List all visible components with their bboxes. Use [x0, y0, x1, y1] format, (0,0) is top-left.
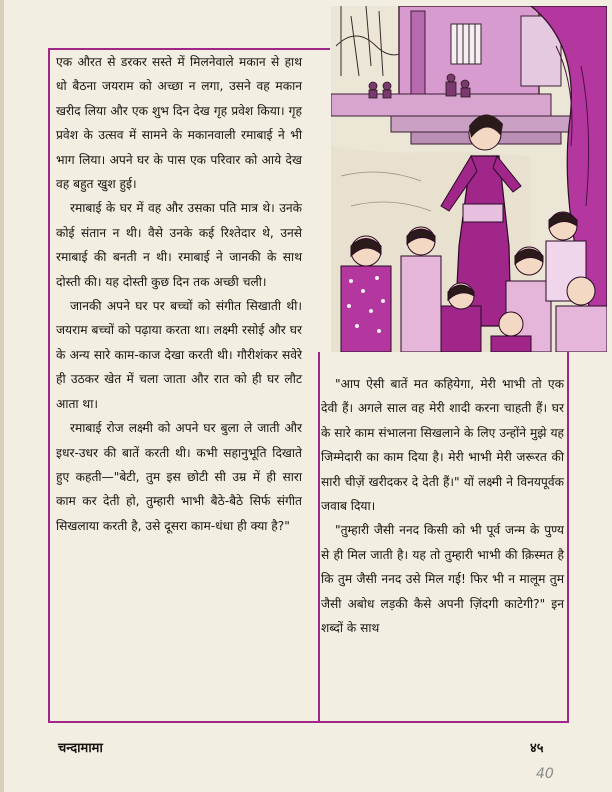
pencil-mark: 40	[536, 766, 554, 782]
paragraph: "आप ऐसी बातें मत कहियेगा, मेरी भाभी तो एक देवी हैं। अगले साल वह मेरी शादी करना चाहती हैं। घर के सारे काम संभालना सिखलाने के लिए उन्होंने मुझे यह जिम्मेदारी का काम दिया है। मेरी भाभी मेरी जरूरत की सारी चीज़ें खरीदकर दे देती हैं।" यों लक्ष्मी ने विनयपूर्वक जवाब दिया।	[321, 377, 564, 514]
center-divider-rule	[318, 352, 320, 722]
magazine-name: चन्दामामा	[58, 741, 103, 756]
right-column	[321, 372, 564, 640]
bottom-rule	[48, 721, 569, 723]
paragraph: रमाबाई के घर में वह और उसका पति मात्र थे। उनके कोई संतान न थी। वैसे उनके कई रिश्तेदार थे, उनसे रमाबाई की बनती न थी। रमाबाई ने जानकी के साथ दोस्ती की। यह दोस्ती कुछ दिन तक अच्छी चली।	[56, 201, 302, 289]
left-column	[56, 50, 302, 538]
right-column-right-rule	[567, 352, 569, 722]
paragraph: जानकी अपने घर पर बच्चों को संगीत सिखाती थी। जयराम बच्चों को पढ़ाया करता था। लक्ष्मी रसोई और घर के अन्य सारे काम-काज देखा करती थी। गौरीशंकर सवेरे ही उठकर खेत में चला जाता और रात को ही घर लौट आता था।	[56, 299, 302, 411]
story-illustration	[331, 6, 607, 352]
paragraph: एक औरत से डरकर सस्ते में मिलनेवाले मकान से हाथ धो बैठना जयराम को अच्छा न लगा, उसने वह मकान खरीद लिया और एक शुभ दिन देख गृह प्रवेश किया। गृह प्रवेश के उत्सव में सामने के मकानवाली रमाबाई ने भी भाग लिया। अपने घर के पास एक परिवार को आये देख वह बहुत खुश हुई।	[56, 55, 302, 192]
village-scene-illustration	[331, 6, 607, 352]
page-number: ४५	[530, 741, 544, 756]
paragraph: रमाबाई रोज लक्ष्मी को अपने घर बुला ले जाती और इधर-उधर की बातें करती थी। कभी सहानुभूति दिखाते हुए कहती—"बेटी, तुम इस छोटी सी उम्र में ही सारा काम कर देती हो, तुम्हारी भाभी बैठे-बैठे सिर्फ संगीत सिखलाया करती है, उसे दूसरा काम-धंधा ही क्या है?"	[56, 421, 302, 533]
left-column-left-rule	[48, 48, 50, 722]
paragraph: "तुम्हारी जैसी ननद किसी को भी पूर्व जन्म के पुण्य से ही मिल जाती है। यह तो तुम्हारी भाभी की क़िस्मत है कि तुम जैसी ननद उसे मिल गई! फिर भी न मालूम तुम जैसी अबोध लड़की कैसे अपनी ज़िंदगी काटेगी?" इन शब्दों के साथ	[321, 523, 564, 636]
